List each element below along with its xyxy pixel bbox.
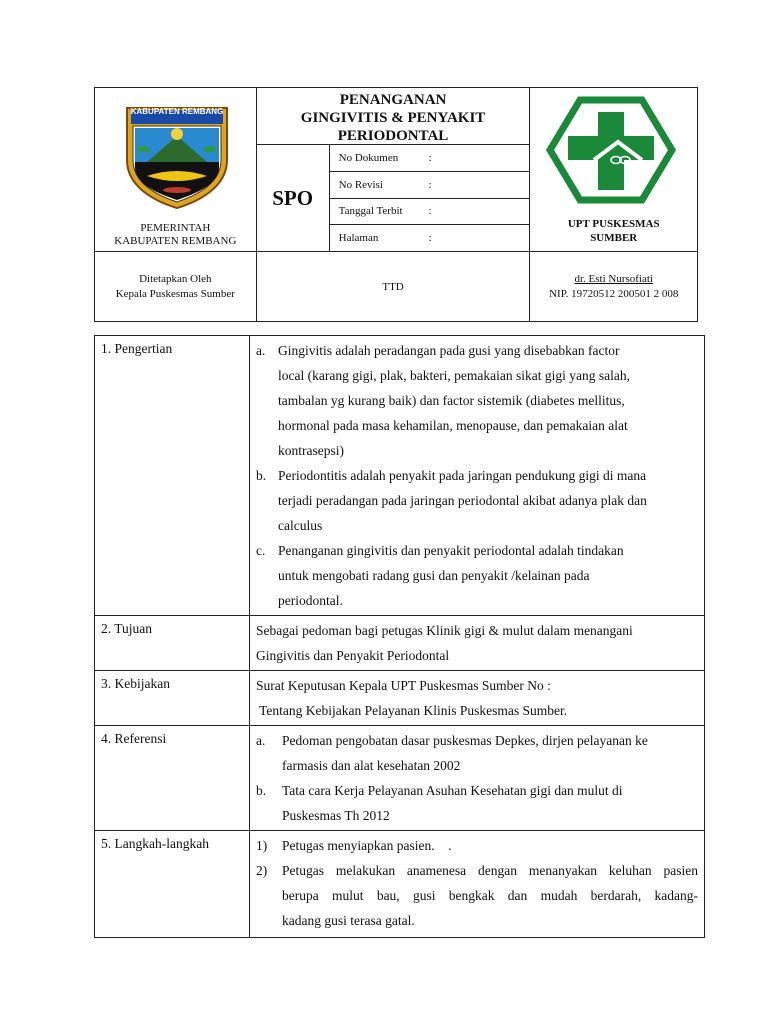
- emblem-banner-text: KABUPATEN REMBANG: [130, 107, 224, 116]
- section-body: [250, 831, 705, 938]
- section-label: 2. Tujuan: [95, 616, 250, 671]
- section-label: 3. Kebijakan: [95, 671, 250, 726]
- section-label: 5. Langkah-langkah: [95, 831, 250, 938]
- section-kebijakan: [95, 671, 705, 726]
- field-halaman: Halaman :: [338, 232, 432, 245]
- signer-name: dr. Esti Nursofiati: [574, 272, 653, 285]
- puskesmas-cell: [530, 88, 698, 252]
- title-and-spo-cell: [256, 88, 530, 252]
- upt-name: UPT PUSKESMAS SUMBER: [567, 218, 660, 244]
- list-item: 1) Petugas menyiapkan pasien. .: [256, 838, 452, 853]
- signer-cell: [530, 252, 698, 322]
- document-fields: [330, 145, 530, 251]
- section-body: Sebagai pedoman bagi petugas Klinik gigi & mulut dalam menangani Gingivitis dan Penyakit Periodontal: [250, 616, 705, 671]
- government-name: PEMERINTAH KABUPATEN REMBANG: [114, 222, 237, 247]
- section-langkah-langkah: [95, 831, 705, 938]
- puskesmas-logo-icon: [546, 92, 676, 208]
- field-no-revisi: No Revisi :: [330, 172, 530, 199]
- spo-content-table: [94, 335, 705, 938]
- government-cell: [95, 88, 257, 252]
- document-title: PENANGANAN GINGIVITIS & PENYAKIT PERIODONTAL: [257, 88, 530, 145]
- list-item: a. Gingivitis adalah peradangan pada gusi yang disebabkan factor local (karang gigi, plak, bakteri, pemakaian sikat gigi yang salah, tambalan yg kurang baik) dan factor sistemik (diabetes mellitus, hormonal pada masa kehamilan, menopause, dan pemakaian alat kontrasepsi): [256, 343, 631, 458]
- spo-label: SPO: [257, 145, 330, 251]
- section-body: [250, 336, 705, 616]
- section-pengertian: [95, 336, 705, 616]
- list-item: a. Pedoman pengobatan dasar puskesmas Depkes, dirjen pelayanan ke farmasis dan alat kesehatan 2002: [256, 733, 648, 773]
- spo-block: [257, 145, 530, 251]
- ditetapkan-cell: Ditetapkan Oleh Kepala Puskesmas Sumber: [95, 252, 257, 322]
- section-label: 1. Pengertian: [95, 336, 250, 616]
- section-label: 4. Referensi: [95, 726, 250, 831]
- kabupaten-rembang-emblem-icon: [123, 102, 231, 210]
- list-item: 2) Petugas melakukan anamenesa dengan menanyakan keluhan pasien berupa mulut bau, gusi bengkak dan mudah berdarah, kadang- kadang gusi terasa gatal.: [256, 863, 698, 928]
- field-tanggal-terbit: Tanggal Terbit :: [330, 199, 530, 226]
- list-item: b. Periodontitis adalah penyakit pada jaringan pendukung gigi di mana terjadi peradangan pada jaringan periodontal akibat adanya plak dan calculus: [256, 468, 647, 533]
- list-item: b. Tata cara Kerja Pelayanan Asuhan Kesehatan gigi dan mulut di Puskesmas Th 2012: [256, 783, 623, 823]
- section-tujuan: [95, 616, 705, 671]
- section-referensi: [95, 726, 705, 831]
- section-body: [250, 726, 705, 831]
- signer-nip: NIP. 19720512 200501 2 008: [549, 287, 679, 300]
- field-no-dokumen: No Dokumen :: [330, 145, 530, 172]
- spo-header-table: [94, 87, 698, 322]
- ttd-cell: TTD: [256, 252, 530, 322]
- list-item: c. Penanganan gingivitis dan penyakit periodontal adalah tindakan untuk mengobati radang gusi dan penyakit /kelainan pada periodontal.: [256, 543, 624, 608]
- section-body: Surat Keputusan Kepala UPT Puskesmas Sumber No : Tentang Kebijakan Pelayanan Klinis Puskesmas Sumber.: [250, 671, 705, 726]
